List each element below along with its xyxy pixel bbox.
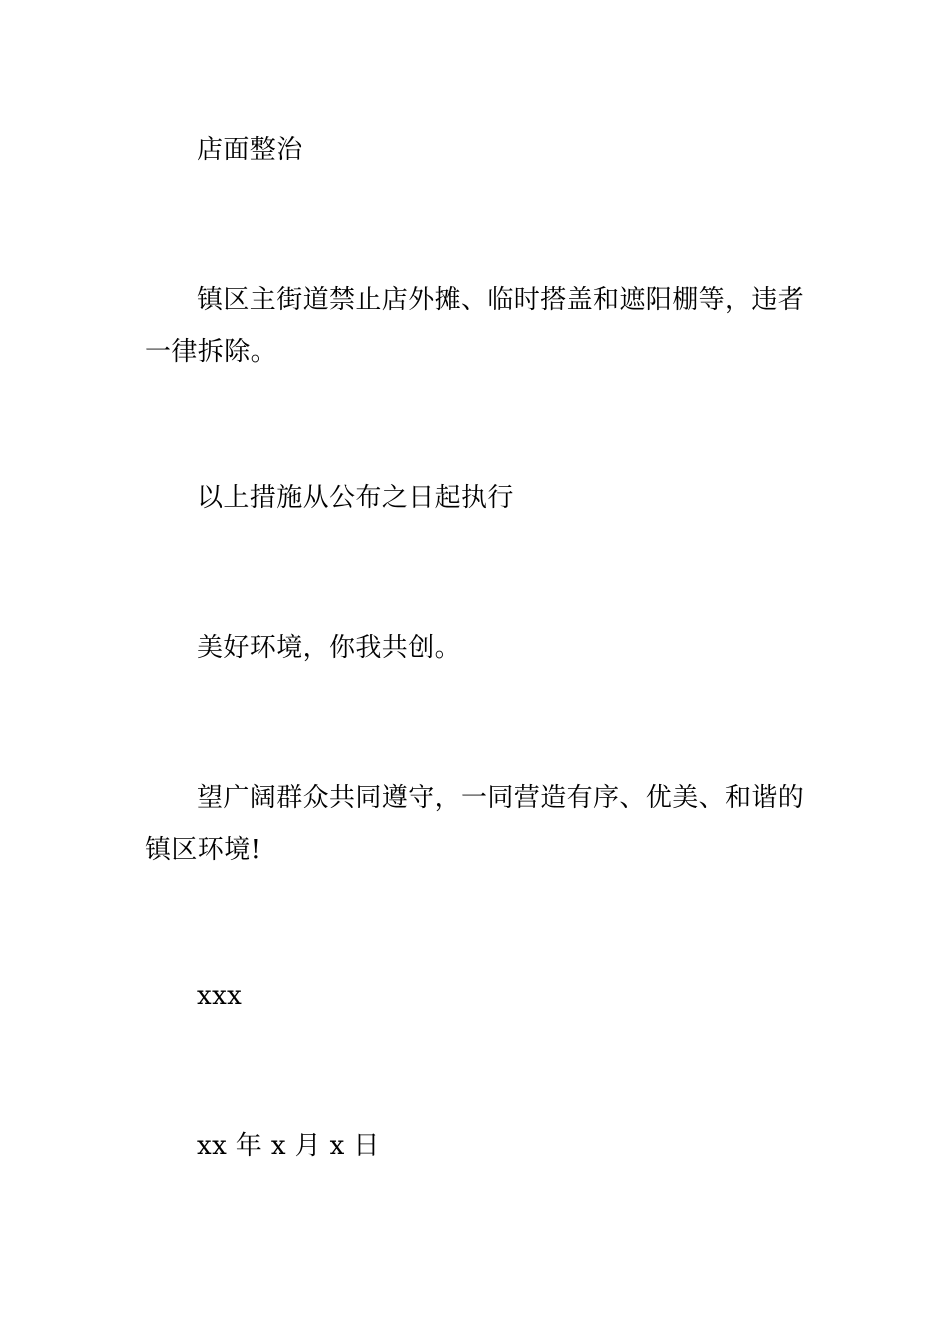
section-heading-storefront: 店面整治 [197,135,303,165]
paragraph-street-rule: 镇区主街道禁止店外摊、临时搭盖和遮阳棚等，违者一律拆除。 [145,285,805,367]
signature-date: xx 年 x 月 x 日 [197,1131,380,1161]
signature-name: xxx [197,981,243,1011]
paragraph-effective-date: 以上措施从公布之日起执行 [197,483,514,513]
paragraph-slogan: 美好环境，你我共创。 [197,633,462,663]
paragraph-appeal: 望广阔群众共同遵守，一同营造有序、优美、和谐的镇区环境! [145,783,805,865]
